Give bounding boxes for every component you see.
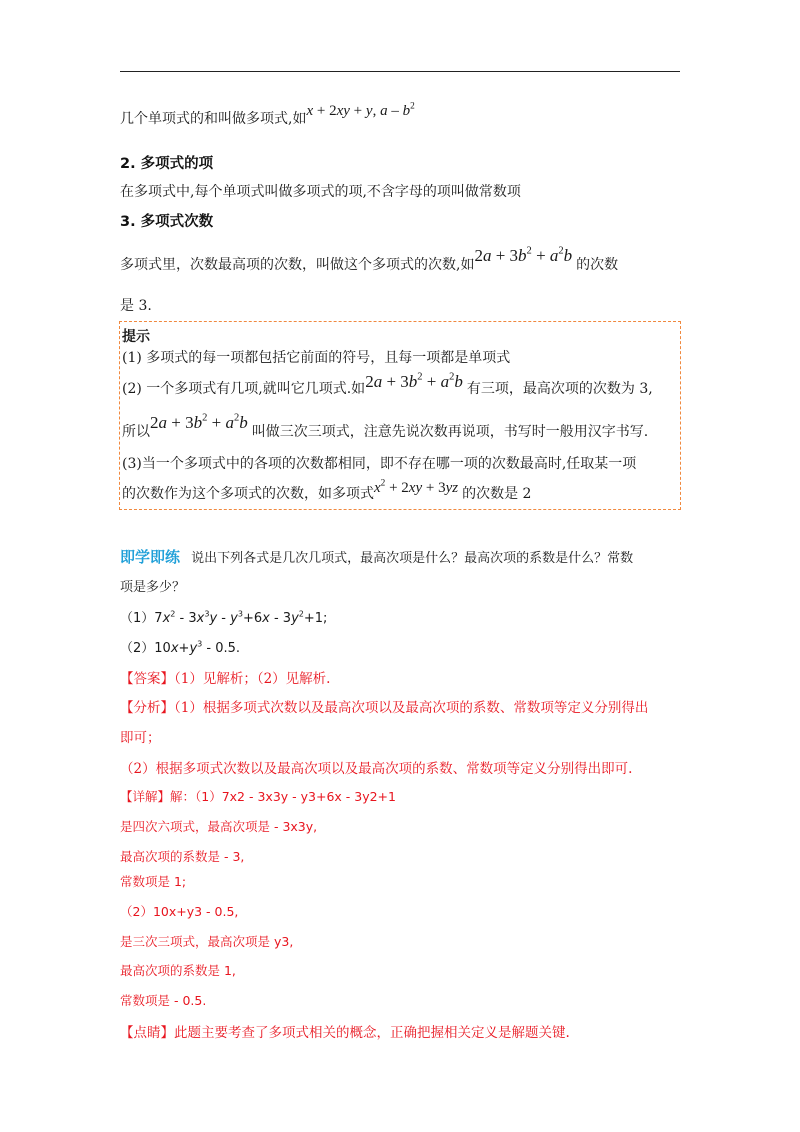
tip-line-3: 所以$2a + 3b^2 + a^2b$ 叫做三次三项式，注意先说次数再说项，书写时一般用汉字书写. xyxy=(122,412,649,440)
practice-item-2: $(2)10x+y^3 - 0.5$. xyxy=(120,639,241,656)
detail-line-6: 最高次项的系数是 1, xyxy=(120,963,236,978)
tip-title: 提示 xyxy=(122,329,150,345)
tip-expression-2: $2a + 3b^2 + a^2b$ xyxy=(150,412,248,432)
analysis-line-1: 【分析】（1）根据多项式次数以及最高次项以及最高次项的系数、常数项等定义分别得出 xyxy=(120,700,649,716)
section-3-body-cont: 是 3. xyxy=(120,298,152,314)
tip-line-1: (1) 多项式的每一项都包括它前面的符号，且每一项都是单项式 xyxy=(122,350,511,366)
tip-expression-1: $2a + 3b^2 + a^2b$ xyxy=(365,371,463,391)
comment-line: 【点睛】此题主要考查了多项式相关的概念，正确把握相关定义是解题关键. xyxy=(120,1025,570,1041)
tip-line-2: (2) 一个多项式有几项,就叫它几项式.如$2a + 3b^2 + a^2b$ 有三项，最高次项的次数为 3, xyxy=(122,371,653,397)
tip-line-5: 的次数作为这个多项式的次数，如多项式$x^2 + 2xy + 3yz$ 的次数是 2 xyxy=(122,478,532,502)
detail-line-7: 常数项是 - 0.5. xyxy=(120,993,207,1008)
practice-question-cont: 项是多少？ xyxy=(120,580,186,595)
section-2-heading: 2. 多项式的项 xyxy=(120,156,214,172)
detail-line-3: 常数项是 1; xyxy=(120,874,187,889)
practice-question: 即学即练 说出下列各式是几次几项式，最高次项是什么？最高次项的系数是什么？常数 xyxy=(120,548,634,566)
practice-item-1: $(1)7x^2 - 3x^3y - y^3+6x - 3y^2+1$; xyxy=(120,609,328,626)
detail-line-1: 是四次六项式，最高次项是 - 3x3y, xyxy=(120,819,318,834)
definition-example-expression: x + 2xy + y, a – $b^2$ xyxy=(306,101,415,119)
polynomial-definition: 几个单项式的和叫做多项式,如x + 2xy + y, a – $b^2$ xyxy=(120,101,415,127)
practice-expression-2: $10x+y^3 - 0.5$. xyxy=(154,639,241,656)
detail-line-5: 是三次三项式，最高次项是 y3, xyxy=(120,934,294,949)
header-rule xyxy=(120,71,680,72)
detail-line-4: （2）10x+y3 - 0.5, xyxy=(120,904,239,919)
analysis-line-3: （2）根据多项式次数以及最高次项以及最高次项的系数、常数项等定义分别得出即可. xyxy=(120,761,633,777)
section-2-body: 在多项式中,每个单项式叫做多项式的项,不含字母的项叫做常数项 xyxy=(120,184,521,200)
detail-line-2: 最高次项的系数是 - 3, xyxy=(120,849,245,864)
practice-expression-1: $7x^2 - 3x^3y - y^3+6x - 3y^2+1$; xyxy=(154,609,328,626)
detail-heading: 【详解】解：（1）7x2 - 3x3y - y3+6x - 3y2+1 xyxy=(120,789,396,804)
section-3-heading: 3. 多项式次数 xyxy=(120,214,214,230)
section-3-body: 多项式里，次数最高项的次数，叫做这个多项式的次数,如$2a + 3b^2 + a^2b$ 的次数 xyxy=(120,245,619,273)
practice-label: 即学即练 xyxy=(120,548,181,566)
degree-example-expression: $2a + 3b^2 + a^2b$ xyxy=(474,245,573,265)
tip-box xyxy=(119,321,681,510)
tip-line-4: (3)当一个多项式中的各项的次数都相同，即不存在哪一项的次数最高时,任取某一项 xyxy=(122,456,637,472)
tip-expression-3: $x^2 + 2xy + 3yz$ xyxy=(374,478,459,496)
analysis-line-2: 即可； xyxy=(120,730,161,746)
answer-line: 【答案】（1）见解析；（2）见解析. xyxy=(120,671,331,687)
